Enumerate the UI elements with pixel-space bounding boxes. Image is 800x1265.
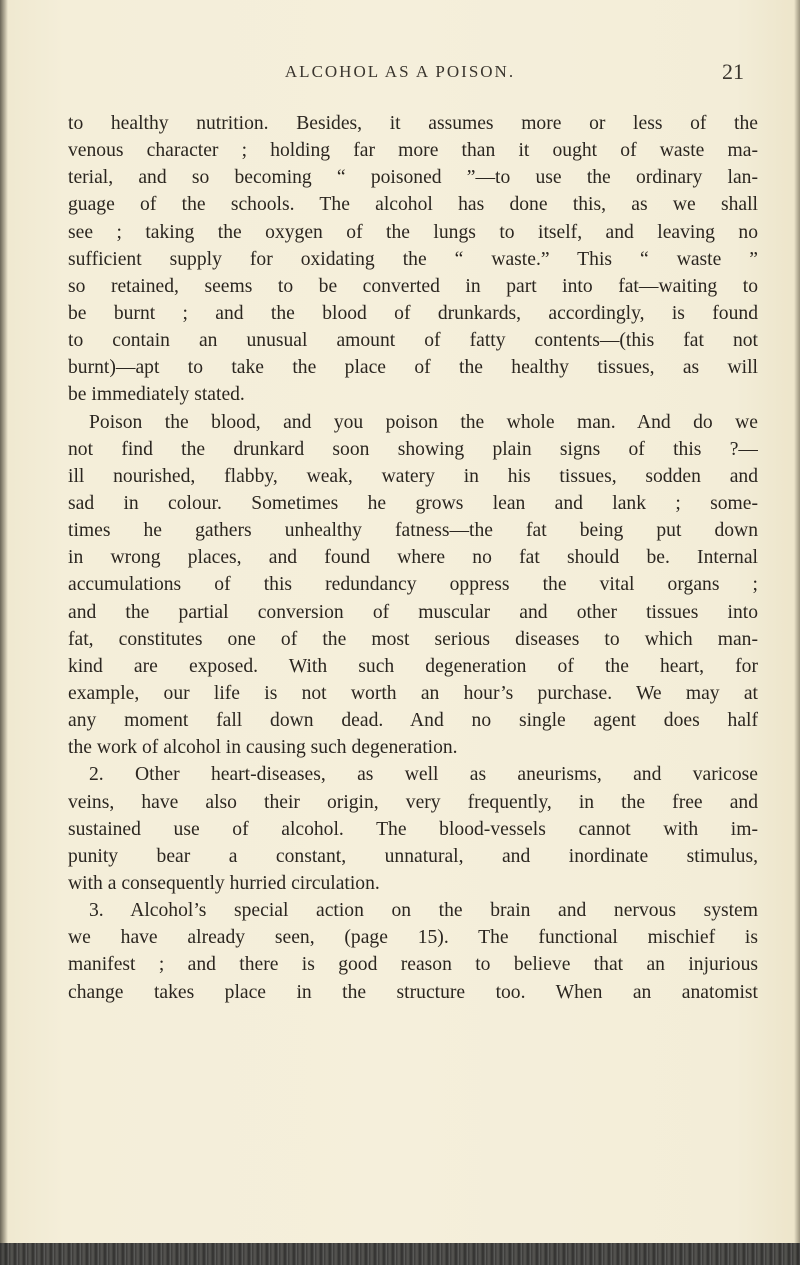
text-line: be immediately stated. (68, 384, 245, 406)
text-line: we have already seen, (page 15). The functional mischief is (68, 927, 758, 949)
text-line: veins, have also their origin, very frequently, in the free and (68, 791, 758, 813)
text-line: so retained, seems to be converted in part into fat—waiting to (68, 275, 758, 297)
running-head (0, 59, 800, 86)
text-line: be burnt ; and the blood of drunkards, accordingly, is found (68, 302, 758, 324)
scan-bottom-edge (0, 1243, 800, 1265)
text-line: accumulations of this redundancy oppress the vital organs ; (68, 574, 758, 596)
body-text (68, 110, 758, 1006)
binding-edge (0, 0, 8, 1265)
text-line: sustained use of alcohol. The blood-vessels cannot with im- (68, 818, 758, 840)
text-line: times he gathers unhealthy fatness—the fat being put down (68, 520, 758, 542)
text-line: fat, constitutes one of the most serious diseases to which man- (68, 628, 758, 650)
text-line: change takes place in the structure too. When an anatomist (68, 981, 758, 1003)
text-line: 2. Other heart-diseases, as well as aneurisms, and varicose (89, 764, 758, 786)
text-line: the work of alcohol in causing such degeneration. (68, 737, 458, 759)
text-line: sufficient supply for oxidating the “ waste.” This “ waste ” (68, 248, 758, 270)
text-line: and the partial conversion of muscular and other tissues into (68, 601, 758, 623)
text-line: manifest ; and there is good reason to believe that an injurious (68, 954, 758, 976)
text-line: ill nourished, flabby, weak, watery in his tissues, sodden and (68, 465, 758, 487)
text-line: 3. Alcohol’s special action on the brain and nervous system (89, 900, 758, 922)
text-line: example, our life is not worth an hour’s purchase. We may at (68, 682, 758, 704)
text-line: to healthy nutrition. Besides, it assumes more or less of the (68, 113, 758, 134)
text-line: guage of the schools. The alcohol has done this, as we shall (68, 194, 758, 216)
page-edge-shadow (794, 0, 800, 1265)
text-line: any moment fall down dead. And no single agent does half (68, 710, 758, 732)
text-line: in wrong places, and found where no fat should be. Internal (68, 547, 758, 569)
text-line: to contain an unusual amount of fatty contents—(this fat not (68, 330, 758, 352)
text-line: terial, and so becoming “ poisoned ”—to use the ordinary lan- (68, 167, 758, 189)
text-line: sad in colour. Sometimes he grows lean and lank ; some- (68, 492, 758, 514)
text-line: punity bear a constant, unnatural, and inordinate stimulus, (68, 845, 758, 867)
text-line: see ; taking the oxygen of the lungs to itself, and leaving no (68, 221, 758, 243)
text-line: with a consequently hurried circulation. (68, 872, 380, 894)
text-line: not find the drunkard soon showing plain signs of this ?— (68, 438, 758, 460)
text-line: burnt)—apt to take the place of the healthy tissues, as will (68, 357, 758, 379)
page-number: 21 (722, 59, 744, 84)
text-line: kind are exposed. With such degeneration of the heart, for (68, 655, 758, 677)
running-title: ALCOHOL AS A POISON. (284, 62, 516, 81)
text-line: venous character ; holding far more than it ought of waste ma- (68, 140, 758, 162)
text-line: Poison the blood, and you poison the whole man. And do we (89, 411, 758, 433)
